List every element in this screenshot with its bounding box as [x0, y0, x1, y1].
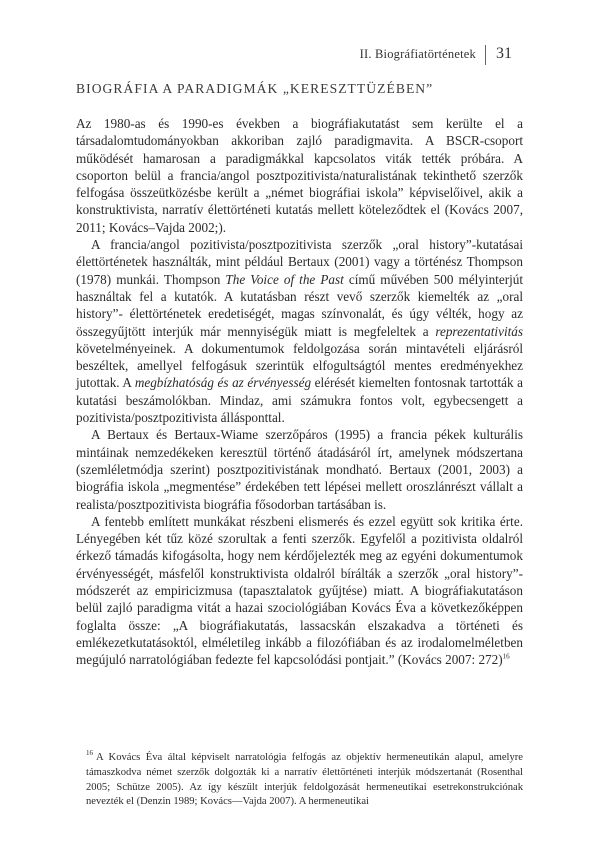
paragraph-4-text: A fentebb említett munkákat részbeni elismerés és ezzel együtt sok kritika érte. Lényegében két tűz közé szorultak a fenti szerzők. Egyfelől a pozitivista oldalról érkező támadás kifogásolta, hogy nem kérdőjelezték meg az egyéni dokumentumok érvényességét, másfelől konstruktivista oldalról bírálták a szerzők „oral history”-módszerét az empiricizmusa (tapasztalatok gyűjtése) miatt. A biográfiakutatáson belül zajló paradigma vitát a hazai szociológiában Kovács Éva a következőképpen foglalta össze: „A biográfiakutatás, lassacskán elszakadva a történeti és emlékezetkutatásoktól, elméletileg inkább a filozófiában és az irodalomelméletben megújuló narratológiában fedezte fel kapcsolódási pontjait.” (Kovács 2007: 272): [76, 513, 523, 668]
running-title: II. Biográfiatörténetek: [359, 47, 476, 61]
paragraph-3: A Bertaux és Bertaux-Wiame szerzőpáros (1995) a francia pékek kulturális mintáinak nemzedékeken keresztül történő átadásáról írt, amelynek módszertana (szemléletmódja szerint) posztpozitivistának mondható. Bertaux (2001, 2003) a biográfia iskola „megmentése” érdekében tett lépései mellett oroszlánrészt vállalt a realista/posztpozitivista biográfia fősodorban tartásában is.: [76, 427, 523, 512]
footnote-text: A Kovács Éva által képviselt narratológia felfogás az objektív hermeneutikán alapul, amelyre támaszkodva német szerzők dolgozták ki a narratív élettörténeti interjúk módszertanát (Rosenthal 2005; Schütze 2005). Az így készült interjúk feldolgozását hermeneutikai esetrekonstrukciónak nevezték el (Denzin 1989; Kovács—Vajda 2007). A hermeneutikai: [86, 752, 523, 808]
footnote-paragraph: [86, 751, 523, 810]
section-heading: BIOGRÁFIA A PARADIGMÁK „KERESZTTÜZÉBEN”: [76, 81, 434, 96]
paragraph-1: Az 1980-as és 1990-es években a biográfiakutatást sem kerülte el a társadalomtudományokban akkoriban zajló paradigmavita. A BSCR-csoport működését hamarosan a paradigmákkal kapcsolatos viták tették próbára. A csoporton belül a francia/angol posztpozitivista/naturalistának tekinthető szerzők felfogása összeütközésbe került a „német biográfiai iskola” képviselőivel, akik a konstruktivista, narratív élettörténeti kutatás mellett köteleződtek el (Kovács 2007, 2011; Kovács–Vajda 2002;).: [76, 116, 523, 235]
paragraph-2-part-a: A francia/angol pozitivista/posztpozitivista szerzők „oral history”-kutatásai élettörténetek használták, mint például Bertaux (2001) vagy a történész Thompson (1978) munkái. Thompson: [76, 237, 523, 287]
paragraph-2-part-d: elérését kiemelten fontosnak tartották a kutatási beszámolókban. Mindaz, ami számukra fontos volt, egybecsengett a pozitivista/posztpozitivista állásponttal.: [76, 375, 524, 426]
book-title: The Voice of the Past: [225, 271, 344, 287]
page-number: 31: [496, 45, 512, 62]
paragraph-2-part-b: című művében 500 mélyinterjút használtak fel a kutatók. A kutatásban részt vevő szerzők kiemelték az „oral history”- élettörténetek eredetiségét, magas színvonalát, és úgy vélték, hogy az összegyűjtött interjúk már mennyiségük miatt is megfeleltek a: [76, 271, 524, 339]
footnote: [86, 751, 523, 810]
paragraph-2: [76, 236, 523, 426]
emphasis-reliability: megbízhatóság és az érvényesség: [134, 375, 312, 391]
footnote-mark: 16: [86, 749, 93, 758]
paragraph-2-part-c: követelményeinek. A dokumentumok feldolgozása során mintavételi eljárásról beszéltek, amellyel felfogásuk szerintük elfogultságtól mentes eredményekhez jutottak. A: [76, 340, 523, 391]
running-header: [0, 45, 600, 65]
body-text: [76, 115, 523, 669]
header-divider: [485, 45, 486, 65]
paragraph-4: [76, 513, 523, 669]
emphasis-representativity: reprezentativitás: [435, 323, 523, 339]
footnote-reference[interactable]: 16: [502, 652, 510, 661]
